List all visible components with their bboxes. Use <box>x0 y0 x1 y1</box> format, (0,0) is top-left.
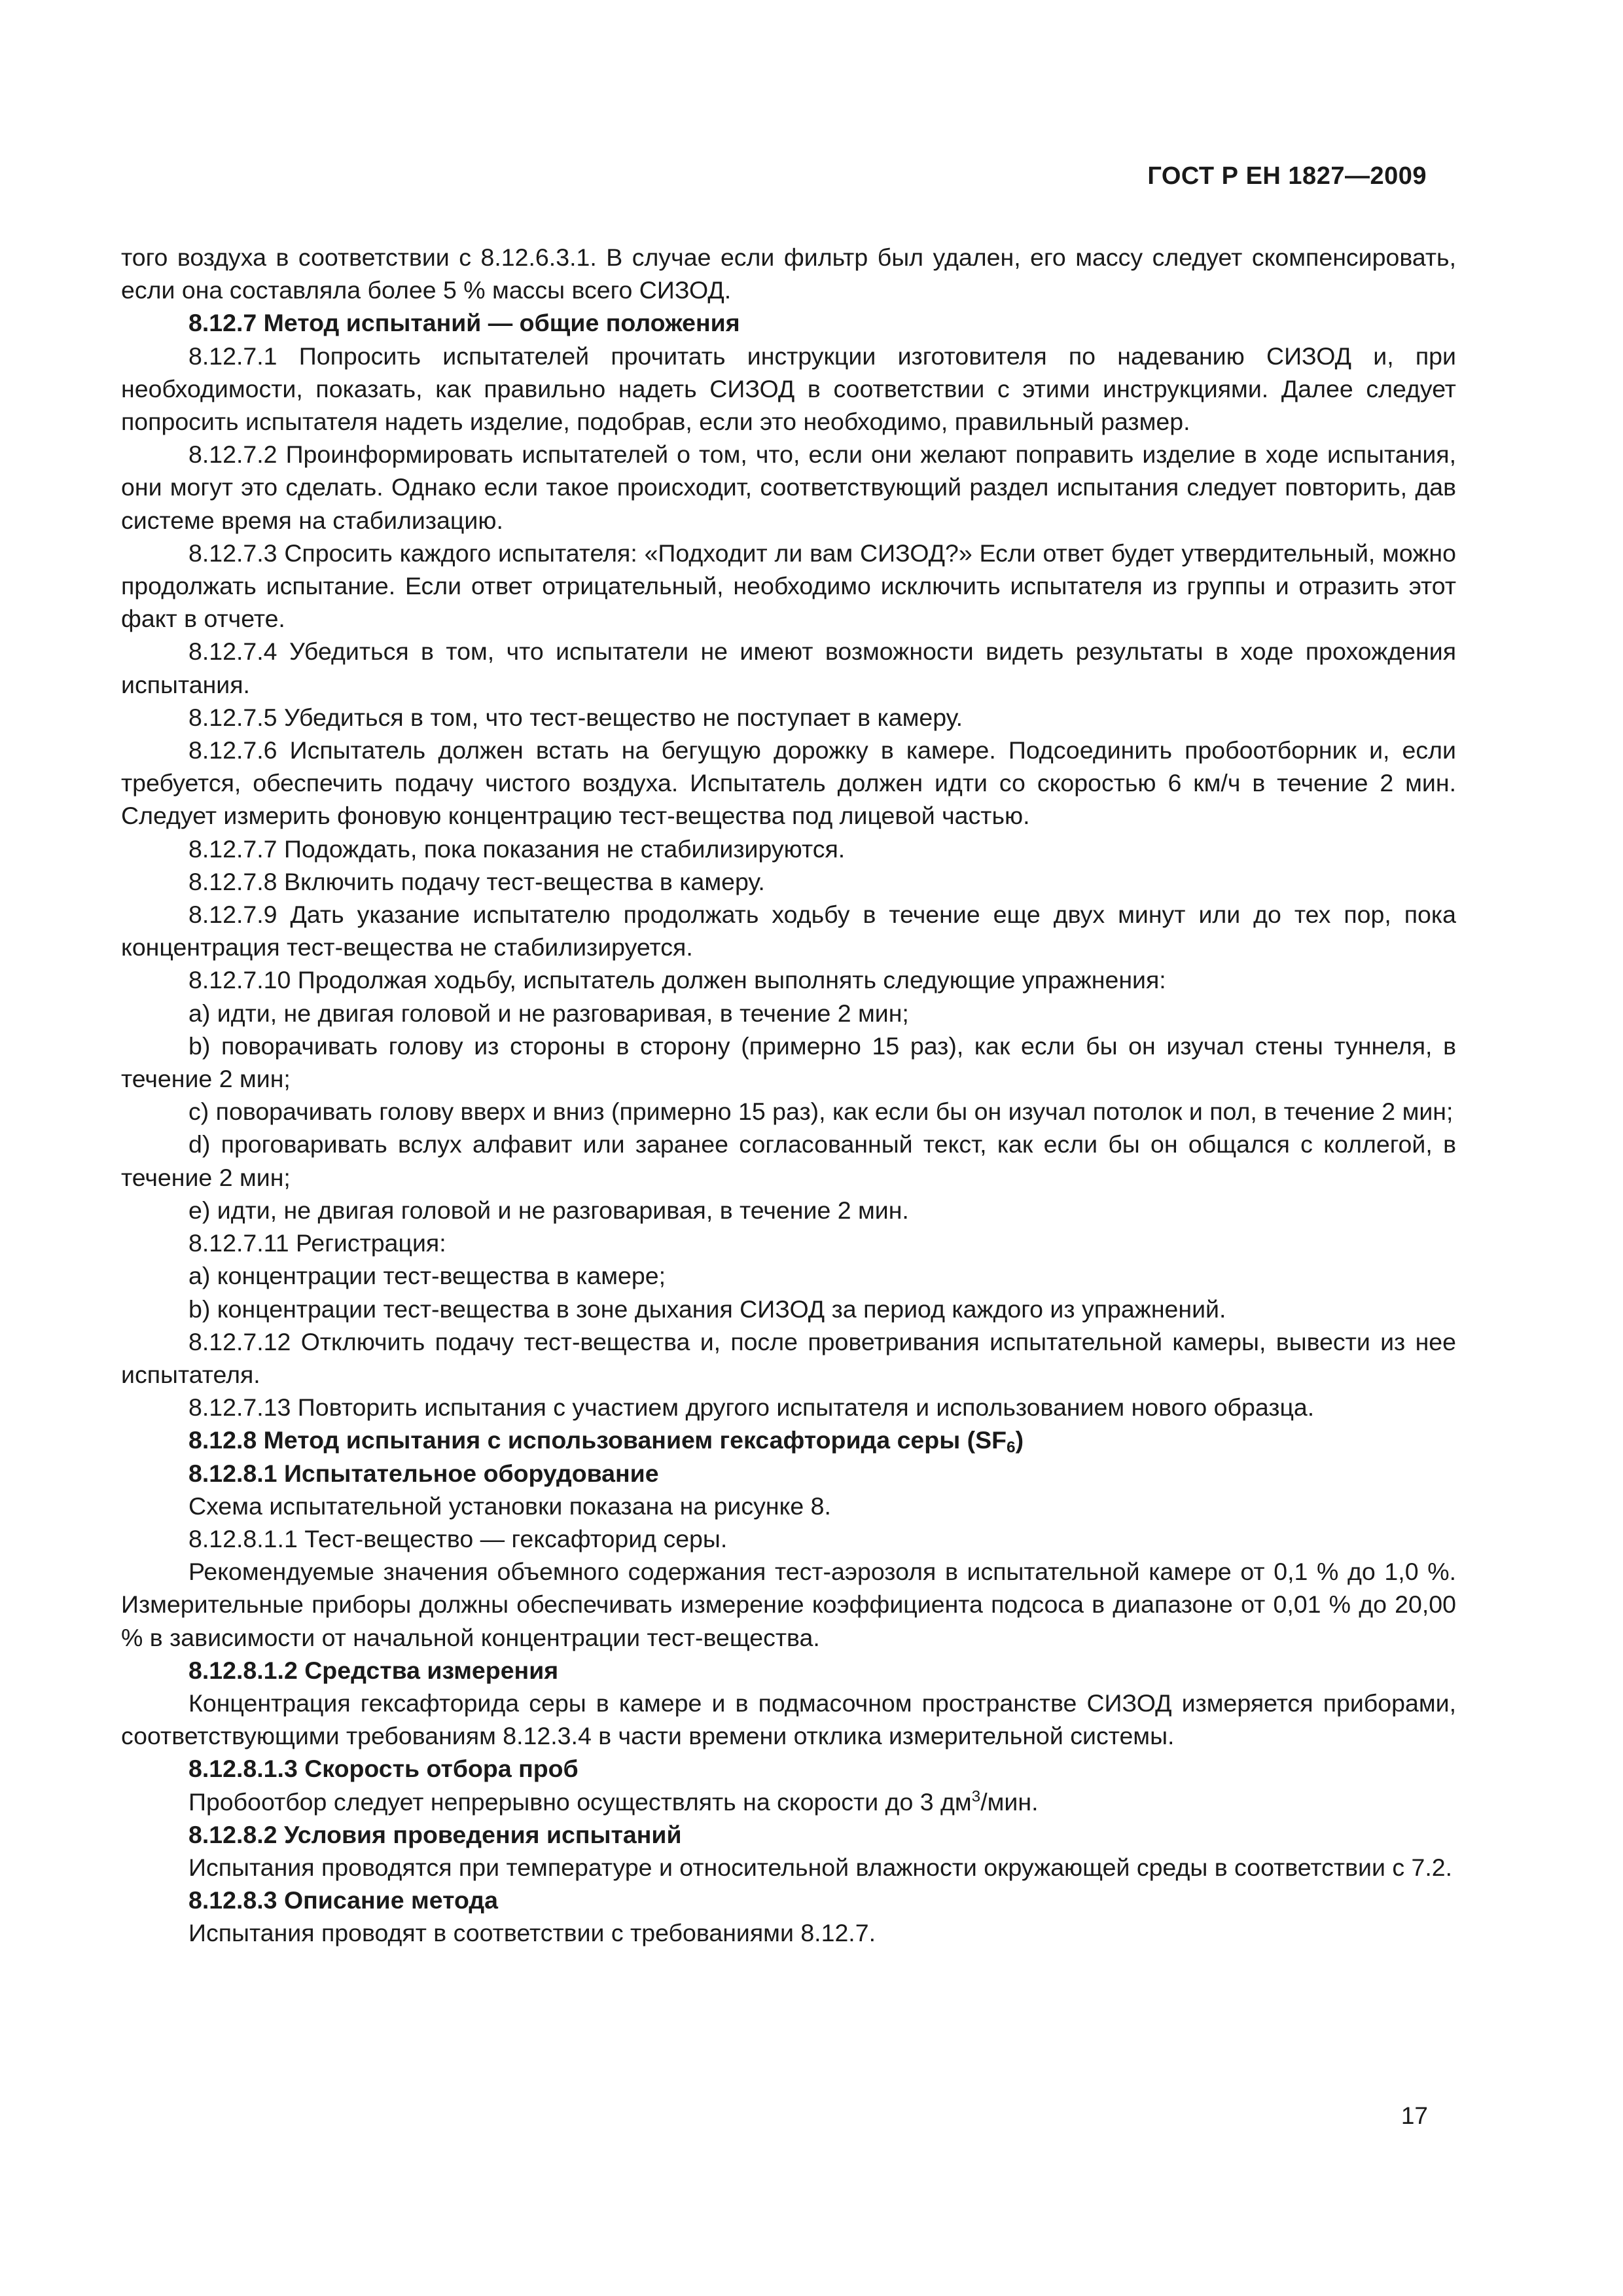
paragraph-8-12-7-3: 8.12.7.3 Спросить каждого испытателя: «Подходит ли вам СИЗОД?» Если ответ будет утвердительный, можно продолжать испытание. Если ответ отрицательный, необходимо исключить испытателя из группы и отразить этот факт в отчете. <box>121 539 1456 633</box>
paragraph-8-12-7-11: 8.12.7.11 Регистрация: <box>188 1229 446 1257</box>
paragraph-8-12-7-1: 8.12.7.1 Попросить испытателей прочитать инструкции изготовителя по надеванию СИЗОД и, при необходимости, показать, как правильно надеть СИЗОД в соответствии с этими инструкциями. Далее следует попросить испытателя надеть изделие, подобрав, если это необходимо, правильный размер. <box>121 342 1456 436</box>
list-item-e: e) идти, не двигая головой и не разговаривая, в течение 2 мин. <box>188 1196 909 1224</box>
paragraph-concentration: Концентрация гексафторида серы в камере и в подмасочном пространстве СИЗОД измеряется приборами, соответствующими требованиям 8.12.3.4 в части времени отклика измерительной системы. <box>121 1689 1456 1750</box>
paragraph-method: Испытания проводят в соответствии с требованиями 8.12.7. <box>188 1919 876 1947</box>
registration-item-b: b) концентрации тест-вещества в зоне дыхания СИЗОД за период каждого из упражнений. <box>188 1295 1226 1323</box>
paragraph-8-12-8-1-1: 8.12.8.1.1 Тест-вещество — гексафторид серы. <box>188 1524 728 1552</box>
paragraph-8-12-7-10: 8.12.7.10 Продолжая ходьбу, испытатель должен выполнять следующие упражнения: <box>188 966 1166 994</box>
document-body <box>121 241 1456 1950</box>
paragraph-scheme: Схема испытательной установки показана на рисунке 8. <box>188 1492 831 1520</box>
paragraph-8-12-7-9: 8.12.7.9 Дать указание испытателю продолжать ходьбу в течение еще двух минут или до тех пор, пока концентрация тест-вещества не стабилизируется. <box>121 901 1456 961</box>
paragraph-continuation: того воздуха в соответствии с 8.12.6.3.1. В случае если фильтр был удален, его массу следует скомпенсировать, если она составляла более 5 % массы всего СИЗОД. <box>121 243 1456 304</box>
list-item-d: d) проговаривать вслух алфавит или заранее согласованный текст, как если бы он общался с коллегой, в течение 2 мин; <box>121 1130 1456 1191</box>
superscript-3: 3 <box>971 1787 981 1806</box>
paragraph-8-12-7-4: 8.12.7.4 Убедиться в том, что испытатели не имеют возможности видеть результаты в ходе прохождения испытания. <box>121 637 1456 698</box>
paragraph-conditions: Испытания проводятся при температуре и относительной влажности окружающей среды в соответствии с 7.2. <box>188 1853 1453 1881</box>
list-item-c: c) поворачивать голову вверх и вниз (примерно 15 раз), как если бы он изучал потолок и пол, в течение 2 мин; <box>188 1098 1454 1126</box>
subscript-6: 6 <box>1007 1439 1016 1457</box>
document-header: ГОСТ Р ЕН 1827—2009 <box>1147 162 1427 190</box>
paragraph-8-12-7-6: 8.12.7.6 Испытатель должен встать на бегущую дорожку в камере. Подсоединить пробоотборник и, если требуется, обеспечить подачу чистого воздуха. Испытатель должен идти со скоростью 6 км/ч в течение 2 мин. Следует измерить фоновую концентрацию тест-вещества под лицевой частью. <box>121 736 1456 830</box>
paragraph-8-12-7-5: 8.12.7.5 Убедиться в том, что тест-вещество не поступает в камеру. <box>188 703 963 731</box>
paragraph-8-12-7-8: 8.12.7.8 Включить подачу тест-вещества в камеру. <box>188 867 765 895</box>
heading-8-12-8-text: 8.12.8 Метод испытания с использованием гексафторида серы (SF <box>188 1426 1007 1454</box>
paragraph-8-12-7-2: 8.12.7.2 Проинформировать испытателей о том, что, если они желают поправить изделие в ходе испытания, они могут это сделать. Однако если такое происходит, соответствующий раздел испытания следует повторить, дав системе время на стабилизацию. <box>121 440 1456 534</box>
heading-8-12-8 <box>121 1424 1456 1456</box>
sampling-text: Пробоотбор следует непрерывно осуществлять на скорости до 3 дм <box>188 1787 972 1816</box>
sampling-unit: /мин. <box>980 1787 1039 1816</box>
heading-8-12-8-close: ) <box>1015 1426 1024 1454</box>
paragraph-sampling <box>121 1785 1456 1818</box>
heading-8-12-8-1-2: 8.12.8.1.2 Средства измерения <box>188 1656 559 1684</box>
heading-8-12-8-1: 8.12.8.1 Испытательное оборудование <box>188 1459 659 1487</box>
list-item-a: a) идти, не двигая головой и не разговаривая, в течение 2 мин; <box>188 999 909 1027</box>
heading-8-12-8-2: 8.12.8.2 Условия проведения испытаний <box>188 1820 682 1848</box>
paragraph-recommended-values: Рекомендуемые значения объемного содержания тест-аэрозоля в испытательной камере от 0,1 % до 1,0 %. Измерительные приборы должны обеспечивать измерение коэффициента подсоса в диапазоне от 0,01 % до 20,00 % в зависимости от начальной концентрации тест-вещества. <box>121 1558 1456 1651</box>
paragraph-8-12-7-7: 8.12.7.7 Подождать, пока показания не стабилизируются. <box>188 834 846 863</box>
page-number: 17 <box>1400 2102 1428 2129</box>
paragraph-8-12-7-12: 8.12.7.12 Отключить подачу тест-вещества и, после проветривания испытательной камеры, вывести из нее испытателя. <box>121 1327 1456 1388</box>
list-item-b: b) поворачивать голову из стороны в сторону (примерно 15 раз), как если бы он изучал стены туннеля, в течение 2 мин; <box>121 1031 1456 1093</box>
registration-item-a: a) концентрации тест-вещества в камере; <box>188 1262 666 1290</box>
heading-8-12-7: 8.12.7 Метод испытаний — общие положения <box>188 309 740 337</box>
heading-8-12-8-1-3: 8.12.8.1.3 Скорость отбора проб <box>188 1755 579 1783</box>
paragraph-8-12-7-13: 8.12.7.13 Повторить испытания с участием другого испытателя и использованием нового образца. <box>188 1393 1315 1422</box>
heading-8-12-8-3: 8.12.8.3 Описание метода <box>188 1886 499 1914</box>
